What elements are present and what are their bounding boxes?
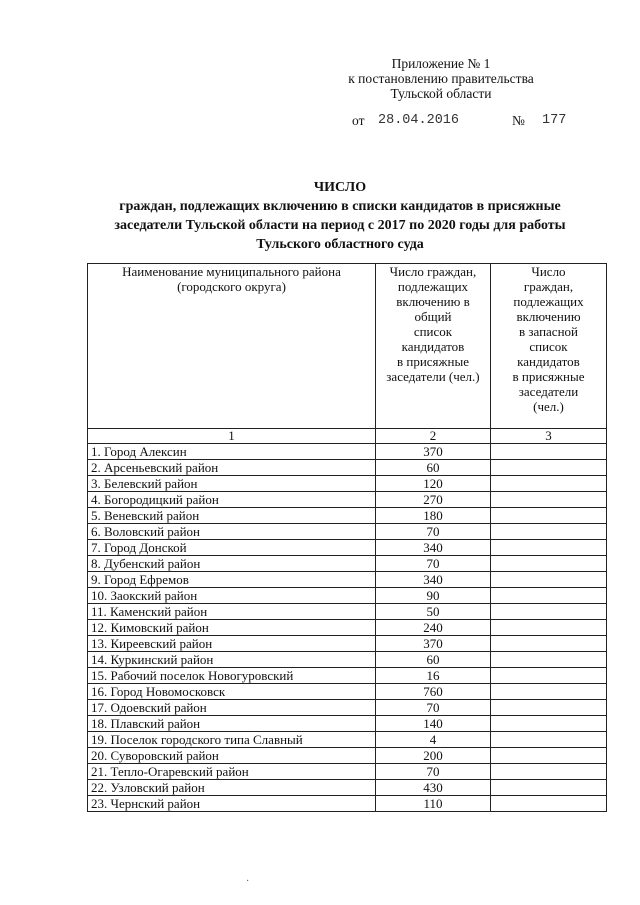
main-list-cell: 70 xyxy=(375,556,490,572)
title-line: заседатели Тульской области на период с 2017 по 2020 годы для работы xyxy=(114,218,566,233)
reserve-list-cell xyxy=(490,764,606,780)
header-line: включению в xyxy=(396,294,470,309)
header-line: кандидатов xyxy=(401,339,465,354)
main-list-cell: 70 xyxy=(375,764,490,780)
table-row xyxy=(88,620,607,636)
table-row xyxy=(88,668,607,684)
district-name-cell: 6. Воловский район xyxy=(88,524,376,540)
district-name-cell: 13. Киреевский район xyxy=(88,636,376,652)
column-number: 1 xyxy=(88,429,376,444)
district-name-cell: 15. Рабочий поселок Новогуровский xyxy=(88,668,376,684)
district-name-cell: 21. Тепло-Огаревский район xyxy=(88,764,376,780)
main-list-cell: 70 xyxy=(375,524,490,540)
reserve-list-cell xyxy=(490,652,606,668)
district-name-cell: 8. Дубенский район xyxy=(88,556,376,572)
header-line: общий xyxy=(414,309,452,324)
decree-date: 28.04.2016 xyxy=(378,113,460,128)
district-name-cell: 16. Город Новомосковск xyxy=(88,684,376,700)
header-line: подлежащих xyxy=(513,294,584,309)
main-list-cell: 140 xyxy=(375,716,490,732)
table-row xyxy=(88,476,607,492)
main-list-cell: 120 xyxy=(375,476,490,492)
date-label: от xyxy=(352,113,365,128)
header-line: (городского округа) xyxy=(177,279,286,294)
main-list-cell: 4 xyxy=(375,732,490,748)
header-line: включению xyxy=(516,309,581,324)
reserve-list-cell xyxy=(490,444,606,460)
district-name-cell: 20. Суворовский район xyxy=(88,748,376,764)
table-row xyxy=(88,540,607,556)
reserve-list-cell xyxy=(490,524,606,540)
district-name-cell: 10. Заокский район xyxy=(88,588,376,604)
table-row xyxy=(88,556,607,572)
table-header-row xyxy=(88,264,607,429)
jurors-table xyxy=(87,263,607,812)
reserve-list-cell xyxy=(490,460,606,476)
table-row xyxy=(88,748,607,764)
reserve-list-cell xyxy=(490,620,606,636)
main-list-cell: 340 xyxy=(375,572,490,588)
header-line: Число граждан, xyxy=(389,264,477,279)
district-name-cell: 22. Узловский район xyxy=(88,780,376,796)
table-row xyxy=(88,444,607,460)
document-title xyxy=(70,178,610,254)
header-line: список xyxy=(529,339,568,354)
header-line: подлежащих xyxy=(397,279,469,294)
reserve-list-cell xyxy=(490,668,606,684)
main-list-cell: 760 xyxy=(375,684,490,700)
appendix-header xyxy=(316,56,566,101)
header-line: Число xyxy=(531,264,566,279)
district-name-cell: 3. Белевский район xyxy=(88,476,376,492)
main-list-cell: 110 xyxy=(375,796,490,812)
district-name-cell: 4. Богородицкий район xyxy=(88,492,376,508)
district-name-cell: 14. Куркинский район xyxy=(88,652,376,668)
main-list-cell: 200 xyxy=(375,748,490,764)
district-name-cell: 1. Город Алексин xyxy=(88,444,376,460)
column-number: 2 xyxy=(375,429,490,444)
district-name-cell: 23. Чернский район xyxy=(88,796,376,812)
appendix-region: Тульской области xyxy=(390,86,492,101)
district-name-cell: 17. Одоевский район xyxy=(88,700,376,716)
district-name-cell: 18. Плавский район xyxy=(88,716,376,732)
page-mark: · xyxy=(246,876,250,887)
main-list-cell: 340 xyxy=(375,540,490,556)
main-list-cell: 16 xyxy=(375,668,490,684)
reserve-list-cell xyxy=(490,636,606,652)
header-line: Наименование муниципального района xyxy=(122,264,341,279)
header-main-list xyxy=(375,264,490,429)
main-list-cell: 60 xyxy=(375,460,490,476)
appendix-title: Приложение № 1 xyxy=(391,56,491,71)
header-line: список xyxy=(413,324,453,339)
title-line: граждан, подлежащих включению в списки кандидатов в присяжные xyxy=(119,199,561,214)
table-row xyxy=(88,636,607,652)
main-list-cell: 370 xyxy=(375,444,490,460)
reserve-list-cell xyxy=(490,476,606,492)
main-list-cell: 90 xyxy=(375,588,490,604)
table-row xyxy=(88,492,607,508)
table-row xyxy=(88,572,607,588)
decree-number: 177 xyxy=(542,113,567,128)
table-row xyxy=(88,732,607,748)
table-row xyxy=(88,780,607,796)
table-row xyxy=(88,684,607,700)
reserve-list-cell xyxy=(490,540,606,556)
header-reserve-list xyxy=(490,264,606,429)
district-name-cell: 9. Город Ефремов xyxy=(88,572,376,588)
main-list-cell: 70 xyxy=(375,700,490,716)
reserve-list-cell xyxy=(490,492,606,508)
header-line: кандидатов xyxy=(517,354,580,369)
district-name-cell: 12. Кимовский район xyxy=(88,620,376,636)
header-district xyxy=(88,264,376,429)
reserve-list-cell xyxy=(490,604,606,620)
header-line: в присяжные xyxy=(512,369,585,384)
district-name-cell: 2. Арсеньевский район xyxy=(88,460,376,476)
district-name-cell: 5. Веневский район xyxy=(88,508,376,524)
district-name-cell: 7. Город Донской xyxy=(88,540,376,556)
header-line: заседатели xyxy=(518,384,579,399)
main-list-cell: 430 xyxy=(375,780,490,796)
table-row xyxy=(88,796,607,812)
main-list-cell: 370 xyxy=(375,636,490,652)
table-row xyxy=(88,604,607,620)
main-list-cell: 180 xyxy=(375,508,490,524)
title-line: Тульского областного суда xyxy=(256,237,424,252)
header-line: заседатели (чел.) xyxy=(386,369,480,384)
header-line: (чел.) xyxy=(533,399,564,414)
header-line: в запасной xyxy=(518,324,578,339)
appendix-ref: к постановлению правительства xyxy=(348,71,534,86)
title-line: ЧИСЛО xyxy=(313,180,367,195)
number-label: № xyxy=(512,113,525,128)
table-row xyxy=(88,588,607,604)
table-row xyxy=(88,716,607,732)
reserve-list-cell xyxy=(490,700,606,716)
main-list-cell: 270 xyxy=(375,492,490,508)
header-line: в присяжные xyxy=(396,354,469,369)
reserve-list-cell xyxy=(490,748,606,764)
table-row xyxy=(88,508,607,524)
table-row xyxy=(88,460,607,476)
reserve-list-cell xyxy=(490,556,606,572)
reserve-list-cell xyxy=(490,780,606,796)
column-numbers-row xyxy=(88,429,607,444)
header-line: граждан, xyxy=(523,279,574,294)
reserve-list-cell xyxy=(490,796,606,812)
main-list-cell: 60 xyxy=(375,652,490,668)
reserve-list-cell xyxy=(490,732,606,748)
table-row xyxy=(88,700,607,716)
main-list-cell: 240 xyxy=(375,620,490,636)
column-number: 3 xyxy=(490,429,606,444)
reserve-list-cell xyxy=(490,588,606,604)
reserve-list-cell xyxy=(490,716,606,732)
reserve-list-cell xyxy=(490,508,606,524)
table-row xyxy=(88,524,607,540)
district-name-cell: 19. Поселок городского типа Славный xyxy=(88,732,376,748)
table-row xyxy=(88,764,607,780)
table-row xyxy=(88,652,607,668)
decree-date-number xyxy=(352,113,572,129)
district-name-cell: 11. Каменский район xyxy=(88,604,376,620)
reserve-list-cell xyxy=(490,684,606,700)
reserve-list-cell xyxy=(490,572,606,588)
main-list-cell: 50 xyxy=(375,604,490,620)
